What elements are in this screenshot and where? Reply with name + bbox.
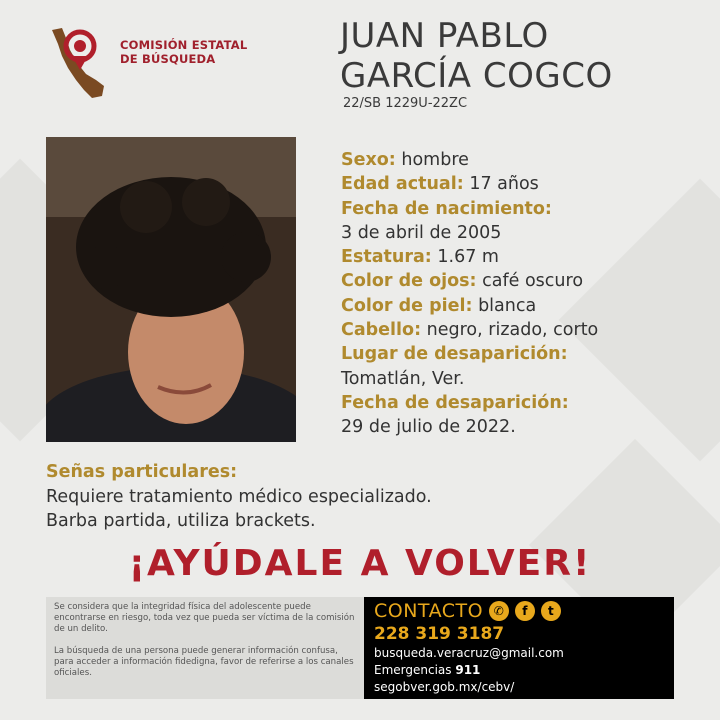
emergencias-label: Emergencias: [374, 663, 452, 677]
org-logo: [48, 26, 258, 102]
contact-email[interactable]: busqueda.veracruz@gmail.com: [374, 646, 564, 660]
nacimiento-label: Fecha de nacimiento:: [341, 198, 552, 219]
contact-title: CONTACTO: [374, 600, 484, 622]
emergencias-row: [374, 662, 664, 679]
case-code: 22/SB 1229U-22ZC: [343, 96, 468, 111]
cabello-value: negro, rizado, corto: [426, 320, 599, 341]
ojos-value: café oscuro: [482, 271, 584, 292]
senas-line1: Requiere tratamiento médico especializado.: [46, 486, 432, 507]
contact-website[interactable]: segobver.gob.mx/cebv/: [374, 680, 515, 694]
contact-header: [374, 599, 664, 623]
estatura-label: Estatura:: [341, 247, 432, 268]
estatura-value: 1.67 m: [437, 247, 499, 268]
piel-value: blanca: [478, 295, 537, 316]
piel-label: Color de piel:: [341, 295, 473, 316]
ojos-row: [341, 269, 711, 293]
person-photo: [46, 137, 296, 442]
sexo-label: Sexo:: [341, 150, 396, 170]
fecha-value: 29 de julio de 2022.: [341, 417, 516, 438]
contact-box: [364, 597, 674, 699]
piel-row: [341, 294, 711, 318]
sexo-value: hombre: [401, 150, 469, 170]
facebook-icon[interactable]: f: [515, 601, 535, 621]
name-line2: GARCÍA COGCO: [340, 56, 613, 96]
person-name: [340, 16, 613, 96]
sexo-row: [341, 148, 711, 172]
disclaimer-paragraph-2: La búsqueda de una persona puede generar información confusa, para acceder a información fidedigna, favor de referirse a los canales oficiales.: [54, 646, 354, 678]
org-name-line2: DE BÚSQUEDA: [120, 52, 216, 66]
contact-phone[interactable]: 228 319 3187: [374, 624, 505, 644]
cabello-row: [341, 318, 711, 342]
call-to-action: ¡AYÚDALE A VOLVER!: [128, 543, 592, 584]
nacimiento-value: 3 de abril de 2005: [341, 222, 502, 243]
fecha-label: Fecha de desaparición:: [341, 392, 569, 413]
senas-particulares: [46, 460, 686, 534]
emergencias-number[interactable]: 911: [455, 663, 481, 677]
whatsapp-icon[interactable]: ✆: [489, 601, 509, 621]
org-name: [120, 38, 247, 66]
estatura-row: [341, 245, 711, 269]
senas-line2: Barba partida, utiliza brackets.: [46, 511, 316, 531]
edad-row: [341, 172, 711, 196]
lugar-value: Tomatlán, Ver.: [341, 368, 465, 389]
edad-label: Edad actual:: [341, 174, 464, 195]
disclaimer-box: [46, 597, 364, 699]
veracruz-map-pin-icon: [48, 26, 118, 102]
person-details: [341, 148, 711, 440]
edad-value: 17 años: [469, 174, 539, 195]
lugar-label: Lugar de desaparición:: [341, 344, 568, 365]
cabello-label: Cabello:: [341, 320, 422, 341]
org-name-line1: COMISIÓN ESTATAL: [120, 38, 248, 52]
name-line1: JUAN PABLO: [340, 16, 549, 56]
twitter-icon[interactable]: t: [541, 601, 561, 621]
disclaimer-paragraph-1: Se considera que la integridad física del adolescente puede encontrarse en riesgo, toda vez que pueda ser víctima de la comisión de un delito.: [54, 602, 355, 634]
ojos-label: Color de ojos:: [341, 271, 477, 292]
senas-label: Señas particulares:: [46, 462, 238, 482]
